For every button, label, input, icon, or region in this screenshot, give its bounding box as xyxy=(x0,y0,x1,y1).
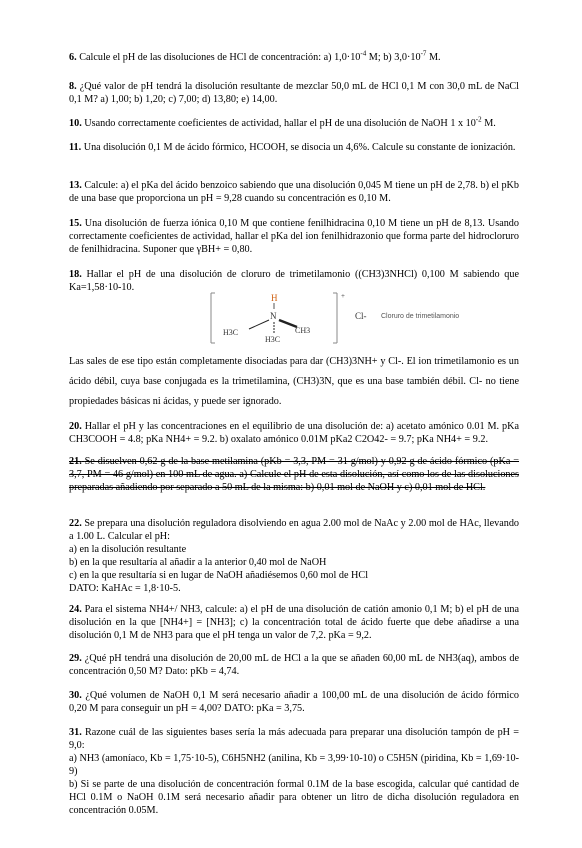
problem-13: 13. Calcule: a) el pKa del ácido benzoico sabiendo que una disolución 0,045 M tiene un pH de 2,78. b) el pKb de una base que proporciona un pH = 9,28 cuando su concentración es 0,10 M. xyxy=(69,180,519,204)
nitrogen-atom: N xyxy=(270,311,277,321)
plus-charge: + xyxy=(341,292,345,300)
problem-31-b: b) Si se parte de una disolución de concentración formal 0.1M de la base escogida, calcular qué cantidad de HCl 0.1M o NaOH 0.1M será necesario añadir para obtener un litro de dicha disolución reguladora en concentración 0.05M. xyxy=(69,779,519,816)
problem-24: 24. Para el sistema NH4+/ NH3, calcule: a) el pH de una disolución de catión amonio 0,1 M; b) el pH de una disolución en la que [NH4+] = [NH3]; c) la concentración total de ácido fuerte que debe añadirse a una disolución 0,1 M de NH3 para que el pH tenga un valor de 7,2. pKa = 9,2. xyxy=(69,604,520,641)
problem-18-explanation: Las sales de ese tipo están completamente disociadas para dar (CH3)3NH+ y Cl-. El ion trimetilamonio es un ácido débil, cuya base conjugada es la trimetilamina, (CH3)3N, que es una base también débil. Cl- no tiene propiedades básicas ni ácidas, y puede ser ignorado. xyxy=(69,356,519,407)
chloride-ion: Cl- xyxy=(355,311,367,321)
problem-22-b: b) en la que resultaría al añadir a la anterior 0,40 mol de NaOH xyxy=(69,557,327,568)
problem-15: 15. Una disolución de fuerza iónica 0,10 M que contiene fenilhidracina 0,10 M tiene un pH de 8,13. Usando correctamente coeficientes de actividad, hallar el pKa del ion fenilhidrazonio que forma parte del hidrocloruro de fenilhidracina. Suponer que γBH+ = 0,80. xyxy=(69,218,519,255)
problem-10: 10. Usando correctamente coeficientes de actividad, hallar el pH de una disolución de NaOH 1 x $10^{-2}$ M. xyxy=(69,115,496,129)
problem-21: 21. Se disuelven 0,62 g de la base metilamina (pKb = 3,3, PM = 31 g/mol) y 0,92 g de ácido fórmico (pKa = 3,7, PM = 46 g/mol) en 100 mL de agua. a) Calcule el pH de esta disolución, así como los de las disoluciones preparadas añadiendo por separado a 50 mL de la misma: b) 0,01 mol de NaOH y c) 0,01 mol de HCl. xyxy=(69,456,520,493)
methyl-group-right: CH3 xyxy=(295,326,311,335)
problem-22: 22. Se prepara una disolución reguladora disolviendo en agua 2.00 mol de NaAc y 2.00 mol de HAc, llevando a 1.00 L. Calcular el pH: a) en la disolución resultante b) en la que resultaría al añadir a la anterior 0,40 mol de NaOH c) en la que resultaría si en lugar de NaOH añadiésemos 0,60 mol de HCl DATO: KaHAc = 1,8·10-5. xyxy=(69,518,520,594)
problem-20: 20. Hallar el pH y las concentraciones en el equilibrio de una disolución de: a) acetato amónico 0.01 M. pKa CH3COOH = 4.8; pKa NH4+ = 9.2. b) oxalato amónico 0.01M pKa2 C2O42- = 9.7; pKa NH4+ = 9.2. xyxy=(69,421,520,445)
problem-8: 8. ¿Qué valor de pH tendrá la disolución resultante de mezclar 50,0 mL de HCl 0,1 M con 30,0 mL de NaCl 0,1 M? a) 1,00; b) 1,20; c) 7,00; d) 13,80; e) 14,00. xyxy=(69,81,520,105)
methyl-group-bottom: H3C xyxy=(265,335,281,344)
hydrogen-atom: H xyxy=(271,293,278,303)
problem-6: 6. Calcule el pH de las disoluciones de HCl de concentración: a) $1,0\cdot 10^{-4}$ M; b) $3,0\cdot 10^{-7}$ M. xyxy=(69,49,441,63)
problem-30: 30. ¿Qué volumen de NaOH 0,1 M será necesario añadir a 100,00 mL de una disolución de ácido fórmico 0,20 M para conseguir un pH = 4,00? DATO: pKa = 3,75. xyxy=(69,690,520,714)
problem-11: 11. Una disolución 0,1 M de ácido fórmico, HCOOH, se disocia un 4,6%. Calcule su constante de ionización. xyxy=(69,142,516,153)
trimethylammonium-structure xyxy=(209,289,509,347)
problem-31: 31. Razone cuál de las siguientes bases sería la más adecuada para preparar una disolución tampón de pH = 9,0: a) NH3 (amoníaco, Kb = 1,75·10-5), C6H5NH2 (anilina, Kb = 3,99·10-10) o C5H5N (piridina, Kb = 1,69·10-9) b) Si se parte de una disolución de concentración formal 0.1M de la base escogida, calcular qué cantidad de HCl 0.1M o NaOH 0.1M será necesario añadir para obtener un litro de dicha disolución reguladora en concentración 0.05M. xyxy=(69,727,519,816)
problem-22-c: c) en la que resultaría si en lugar de NaOH añadiésemos 0,60 mol de HCl xyxy=(69,570,369,581)
problem-22-a: a) en la disolución resultante xyxy=(69,544,187,555)
problem-18: 18. Hallar el pH de una disolución de cloruro de trimetilamonio ((CH3)3NHCl) 0,100 M sabiendo que Ka=1,58·10-10. xyxy=(69,269,519,293)
problem-31-a: a) NH3 (amoníaco, Kb = 1,75·10-5), C6H5NH2 (anilina, Kb = 3,99·10-10) o C5H5N (piridina, Kb = 1,69·10-9) xyxy=(69,753,519,777)
figure-caption: Cloruro de trimetilamonio xyxy=(381,313,460,320)
problem-29: 29. ¿Qué pH tendrá una disolución de 20,00 mL de HCl a la que se añaden 60,00 mL de NH3(aq), ambos de concentración 0,50 M? Dato: pKb = 4,74. xyxy=(69,653,519,677)
methyl-group-left: H3C xyxy=(223,328,239,337)
problem-22-dato: DATO: KaHAc = 1,8·10-5. xyxy=(69,583,181,594)
